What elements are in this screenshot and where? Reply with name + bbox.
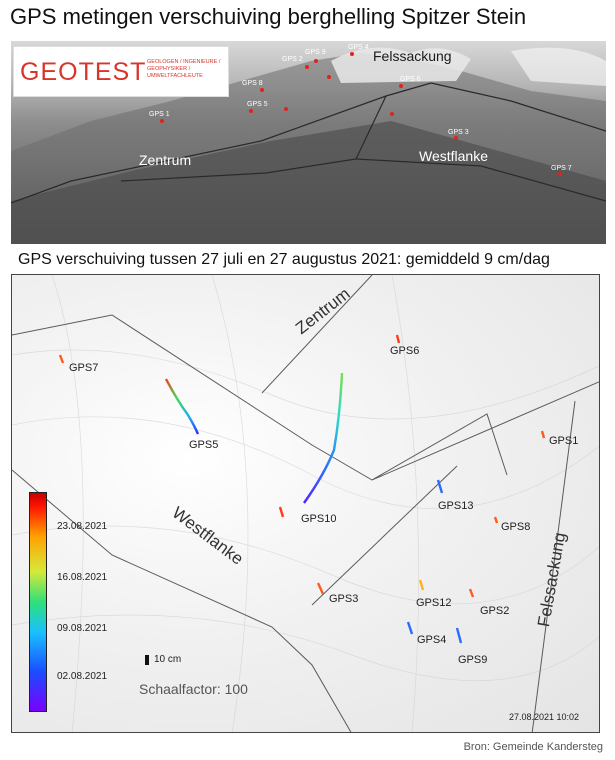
photo-point-label: GPS 4	[348, 44, 369, 51]
photo-point-label: GPS 7	[551, 165, 572, 172]
gps3-track	[318, 583, 323, 594]
gps8-track	[495, 517, 497, 523]
photo-point-label: GPS 2	[282, 56, 303, 63]
scale-bar	[145, 655, 149, 665]
colorbar-tick: 23.08.2021	[57, 521, 108, 532]
photo-zone-felssackung: Felssackung	[373, 48, 452, 64]
photo-zone-zentrum: Zentrum	[139, 152, 192, 168]
gps1-track	[542, 431, 544, 438]
station-label: GPS9	[458, 654, 488, 666]
photo-point-label: GPS 5	[247, 101, 268, 108]
gps2-track	[470, 589, 473, 597]
region-felssackung: Felssackung	[534, 531, 570, 629]
photo-point-label: GPS 3	[448, 129, 469, 136]
station-label: GPS10	[301, 513, 337, 525]
station-label: GPS1	[549, 435, 579, 447]
station-label: GPS2	[480, 605, 510, 617]
logo-tagline: GEOLOGEN / INGENIEURE / GEOPHYSIKER / UMWELTFACHLEUTE	[147, 59, 221, 79]
colorbar-tick: 09.08.2021	[57, 623, 108, 634]
source-credit: Bron: Gemeinde Kandersteg	[463, 741, 603, 753]
gps4-track	[408, 622, 412, 634]
photo-zone-westflanke: Westflanke	[419, 148, 488, 164]
scale-factor: Schaalfactor: 100	[139, 681, 248, 697]
date-colorbar	[29, 492, 47, 712]
photo-point-label: GPS 9	[305, 49, 326, 56]
station-label: GPS8	[501, 521, 531, 533]
station-label: GPS13	[438, 500, 474, 512]
photo-point-label: GPS 1	[149, 111, 170, 118]
scale-label: 10 cm	[154, 654, 182, 665]
gps9-track	[457, 628, 461, 643]
photo-point-label: GPS 6	[400, 76, 421, 83]
map-timestamp: 27.08.2021 10:02	[509, 712, 580, 722]
map-subtitle: GPS verschuiving tussen 27 juli en 27 augustus 2021: gemiddeld 9 cm/dag	[18, 251, 550, 268]
region-westflanke: Westflanke	[168, 503, 247, 569]
station-label: GPS12	[416, 597, 452, 609]
mountain-photo	[11, 41, 606, 244]
gps10-track	[304, 373, 342, 503]
station-label: GPS3	[329, 593, 359, 605]
colorbar-tick: 02.08.2021	[57, 671, 108, 682]
station-label: GPS4	[417, 634, 447, 646]
gps6-track	[397, 335, 399, 343]
logo-wordmark: GEOTEST	[20, 58, 147, 86]
photo-point-label: GPS 8	[242, 80, 263, 87]
station-label: GPS5	[189, 439, 219, 451]
station-label: GPS6	[390, 345, 420, 357]
displacement-map	[11, 274, 600, 733]
colorbar-tick: 16.08.2021	[57, 572, 108, 583]
page-title: GPS metingen verschuiving berghelling Spitzer Stein	[10, 4, 527, 29]
gps10-dot	[280, 507, 283, 517]
station-label: GPS7	[69, 362, 99, 374]
gps5-track	[166, 379, 198, 434]
map-overlay	[12, 275, 600, 733]
geotest-logo	[13, 46, 229, 97]
gps12-track	[420, 580, 423, 590]
gps7-track	[60, 355, 63, 363]
region-zentrum: Zentrum	[292, 284, 354, 338]
